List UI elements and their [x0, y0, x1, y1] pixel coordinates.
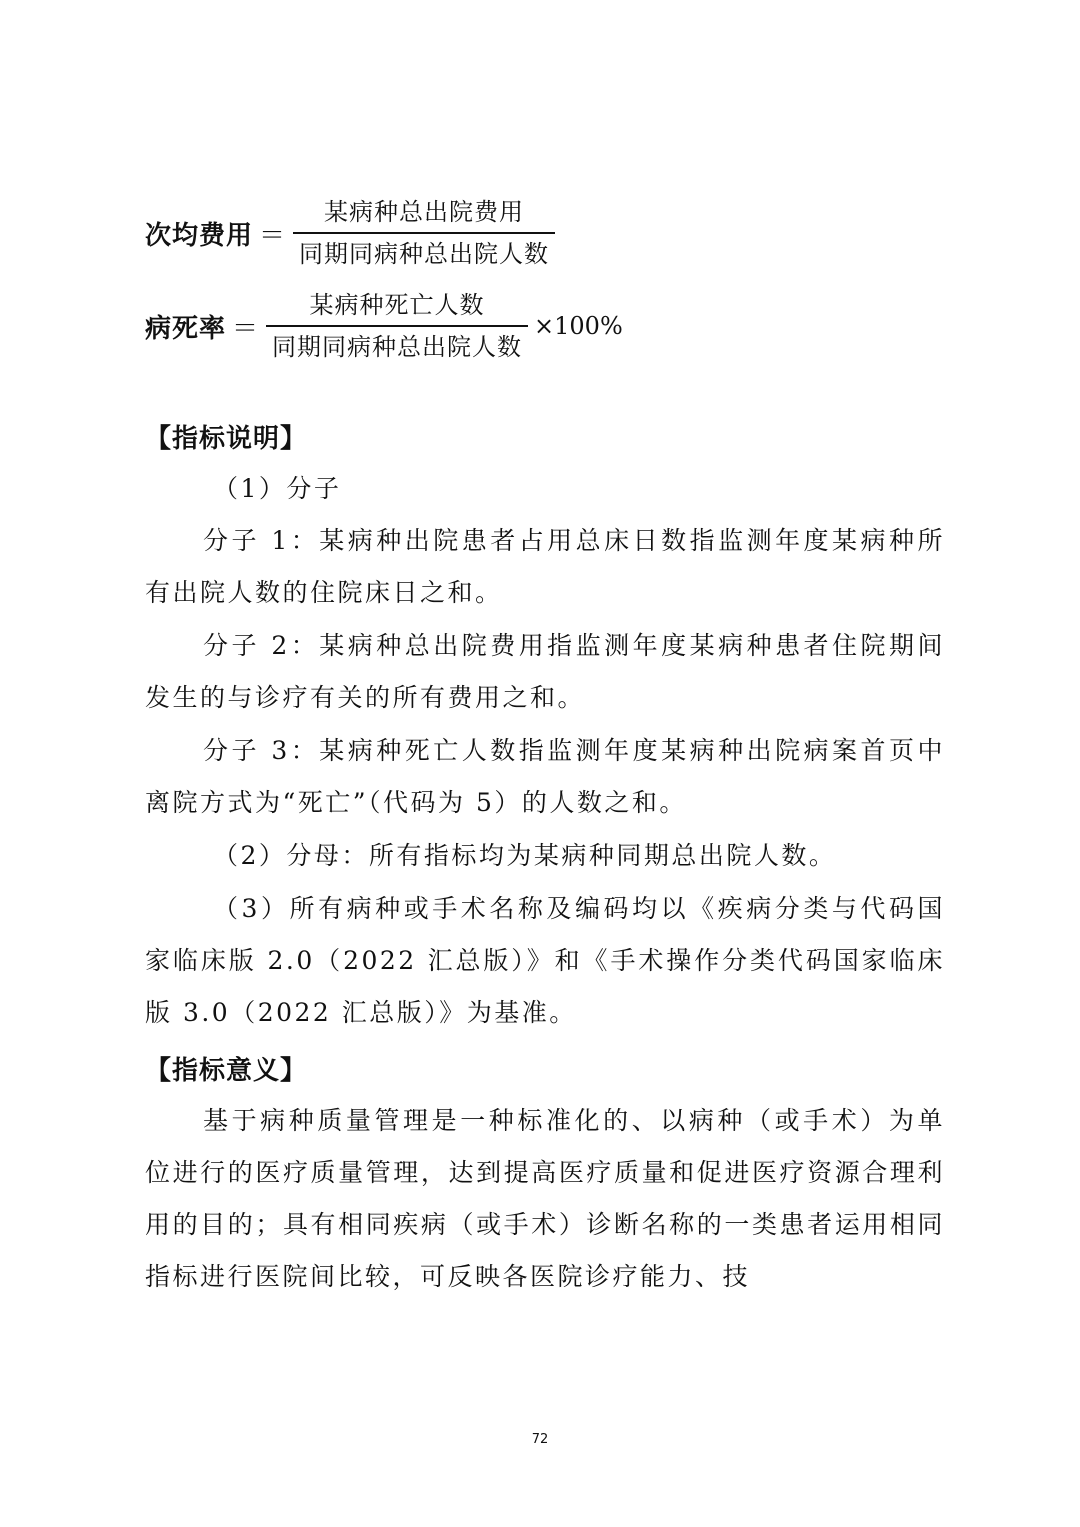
explanation-paragraph-denominator: （2）分母：所有指标均为某病种同期总出院人数。 [213, 841, 837, 870]
formula-mortality-rate-numerator: 某病种死亡人数 [309, 291, 485, 319]
formula-mortality-rate [145, 289, 623, 363]
formula-mortality-rate-label: 病死率 [145, 313, 227, 344]
section-heading-indicator-significance: 【指标意义】 [145, 1056, 308, 1086]
page-number: 72 [531, 1432, 549, 1447]
section-heading-indicator-explanation: 【指标说明】 [145, 424, 308, 454]
explanation-paragraph-numerator-3: 分子 3：某病种死亡人数指监测年度某病种出院病案首页中离院方式为“死亡”（代码为 5）的人数之和。 [145, 736, 945, 817]
explanation-paragraph-numerator-intro: （1）分子 [213, 474, 342, 503]
formula-mortality-rate-fraction [266, 289, 528, 363]
formula-mortality-rate-denominator: 同期同病种总出院人数 [272, 333, 523, 361]
formula-average-cost [145, 196, 555, 270]
explanation-paragraph-numerator-2: 分子 2：某病种总出院费用指监测年度某病种患者住院期间发生的与诊疗有关的所有费用之和。 [145, 631, 945, 712]
formula-average-cost-numerator: 某病种总出院费用 [324, 198, 525, 226]
explanation-paragraph-coding-standard: （3）所有病种或手术名称及编码均以《疾病分类与代码国家临床版 2.0（2022 汇总版）》和《手术操作分类代码国家临床版 3.0（2022 汇总版）》为基准。 [145, 894, 945, 1027]
formula-average-cost-fraction [293, 196, 555, 270]
formula-mortality-rate-multiplier: ×100% [534, 312, 623, 340]
equals-sign: ＝ [232, 313, 259, 344]
significance-paragraph: 基于病种质量管理是一种标准化的、以病种（或手术）为单位进行的医疗质量管理，达到提高医疗质量和促进医疗资源合理利用的目的；具有相同疾病（或手术）诊断名称的一类患者运用相同指标进行医院间比较，可反映各医院诊疗能力、技 [145, 1106, 945, 1291]
equals-sign: ＝ [259, 220, 286, 251]
formula-average-cost-denominator: 同期同病种总出院人数 [299, 240, 550, 268]
explanation-paragraph-numerator-1: 分子 1：某病种出院患者占用总床日数指监测年度某病种所有出院人数的住院床日之和。 [145, 526, 945, 607]
formula-average-cost-label: 次均费用 [145, 220, 254, 251]
